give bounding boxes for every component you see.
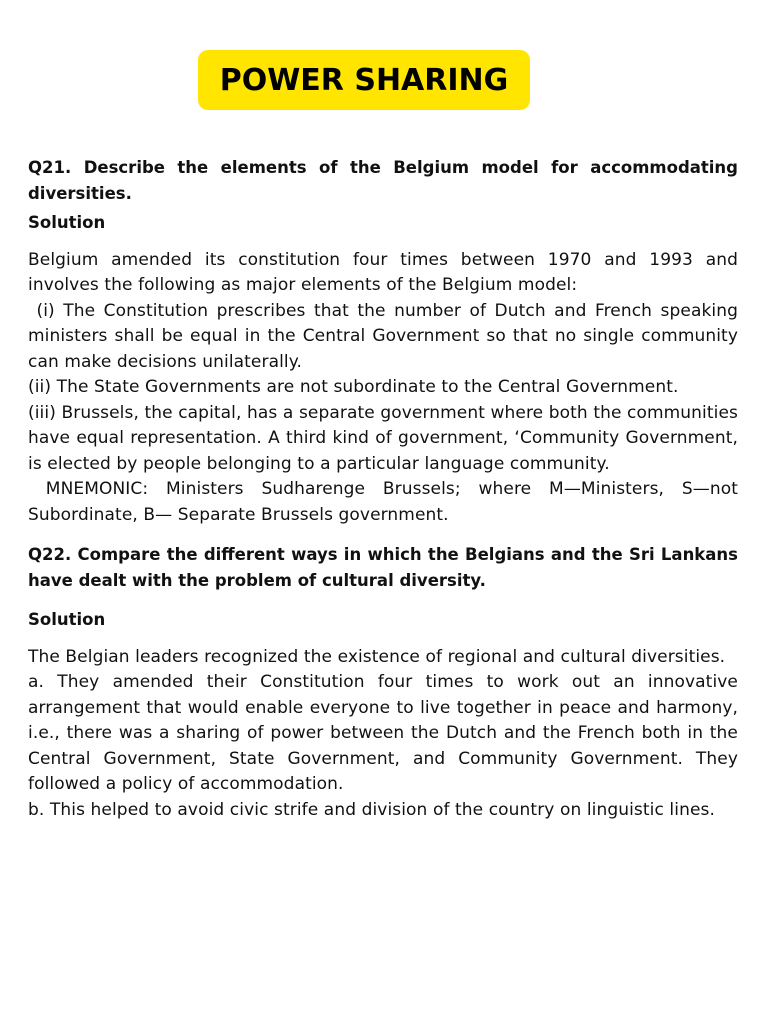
answer-21-point-iii: (iii) Brussels, the capital, has a separate government where both the communities have equal representation. A third kind of government, ‘Community Government, is elected by people belonging to a particular language community.: [28, 402, 738, 474]
title-badge: [198, 50, 530, 110]
question-22: Q22. Compare the different ways in which the Belgians and the Sri Lankans have dealt with the problem of cultural diversity.: [28, 545, 738, 590]
answer-21-point-ii: (ii) The State Governments are not subordinate to the Central Government.: [28, 377, 679, 397]
answer-22-point-a: a. They amended their Constitution four times to work out an innovative arrangement that would enable everyone to live together in peace and harmony, i.e., there was a sharing of power between the Dutch and the French both in the Central Government, State Government, and Community Government. They followed a policy of accommodation.: [28, 672, 738, 794]
question-21: Q21. Describe the elements of the Belgium model for accommodating diversities.: [28, 158, 738, 203]
answer-21-point-i: (i) The Constitution prescribes that the number of Dutch and French speaking ministers shall be equal in the Central Government so that no single community can make decisions unilaterally.: [28, 300, 738, 372]
question-21-section: [28, 155, 738, 528]
page-title: POWER SHARING: [219, 62, 509, 98]
solution-label-21: Solution: [28, 213, 106, 232]
answer-22-intro: The Belgian leaders recognized the existence of regional and cultural diversities.: [28, 646, 726, 667]
answer-21-mnemonic: MNEMONIC: Ministers Sudharenge Brussels; where M—Ministers, S—not Subordinate, B— Separate Brussels government.: [28, 479, 738, 525]
answer-21-intro: Belgium amended its constitution four times between 1970 and 1993 and involves the following as major elements of the Belgium model:: [28, 249, 738, 295]
answer-22-point-b: b. This helped to avoid civic strife and division of the country on linguistic lines.: [28, 799, 715, 820]
question-22-section: [28, 542, 738, 823]
document-body: [28, 155, 738, 823]
solution-label-22: Solution: [28, 610, 106, 629]
